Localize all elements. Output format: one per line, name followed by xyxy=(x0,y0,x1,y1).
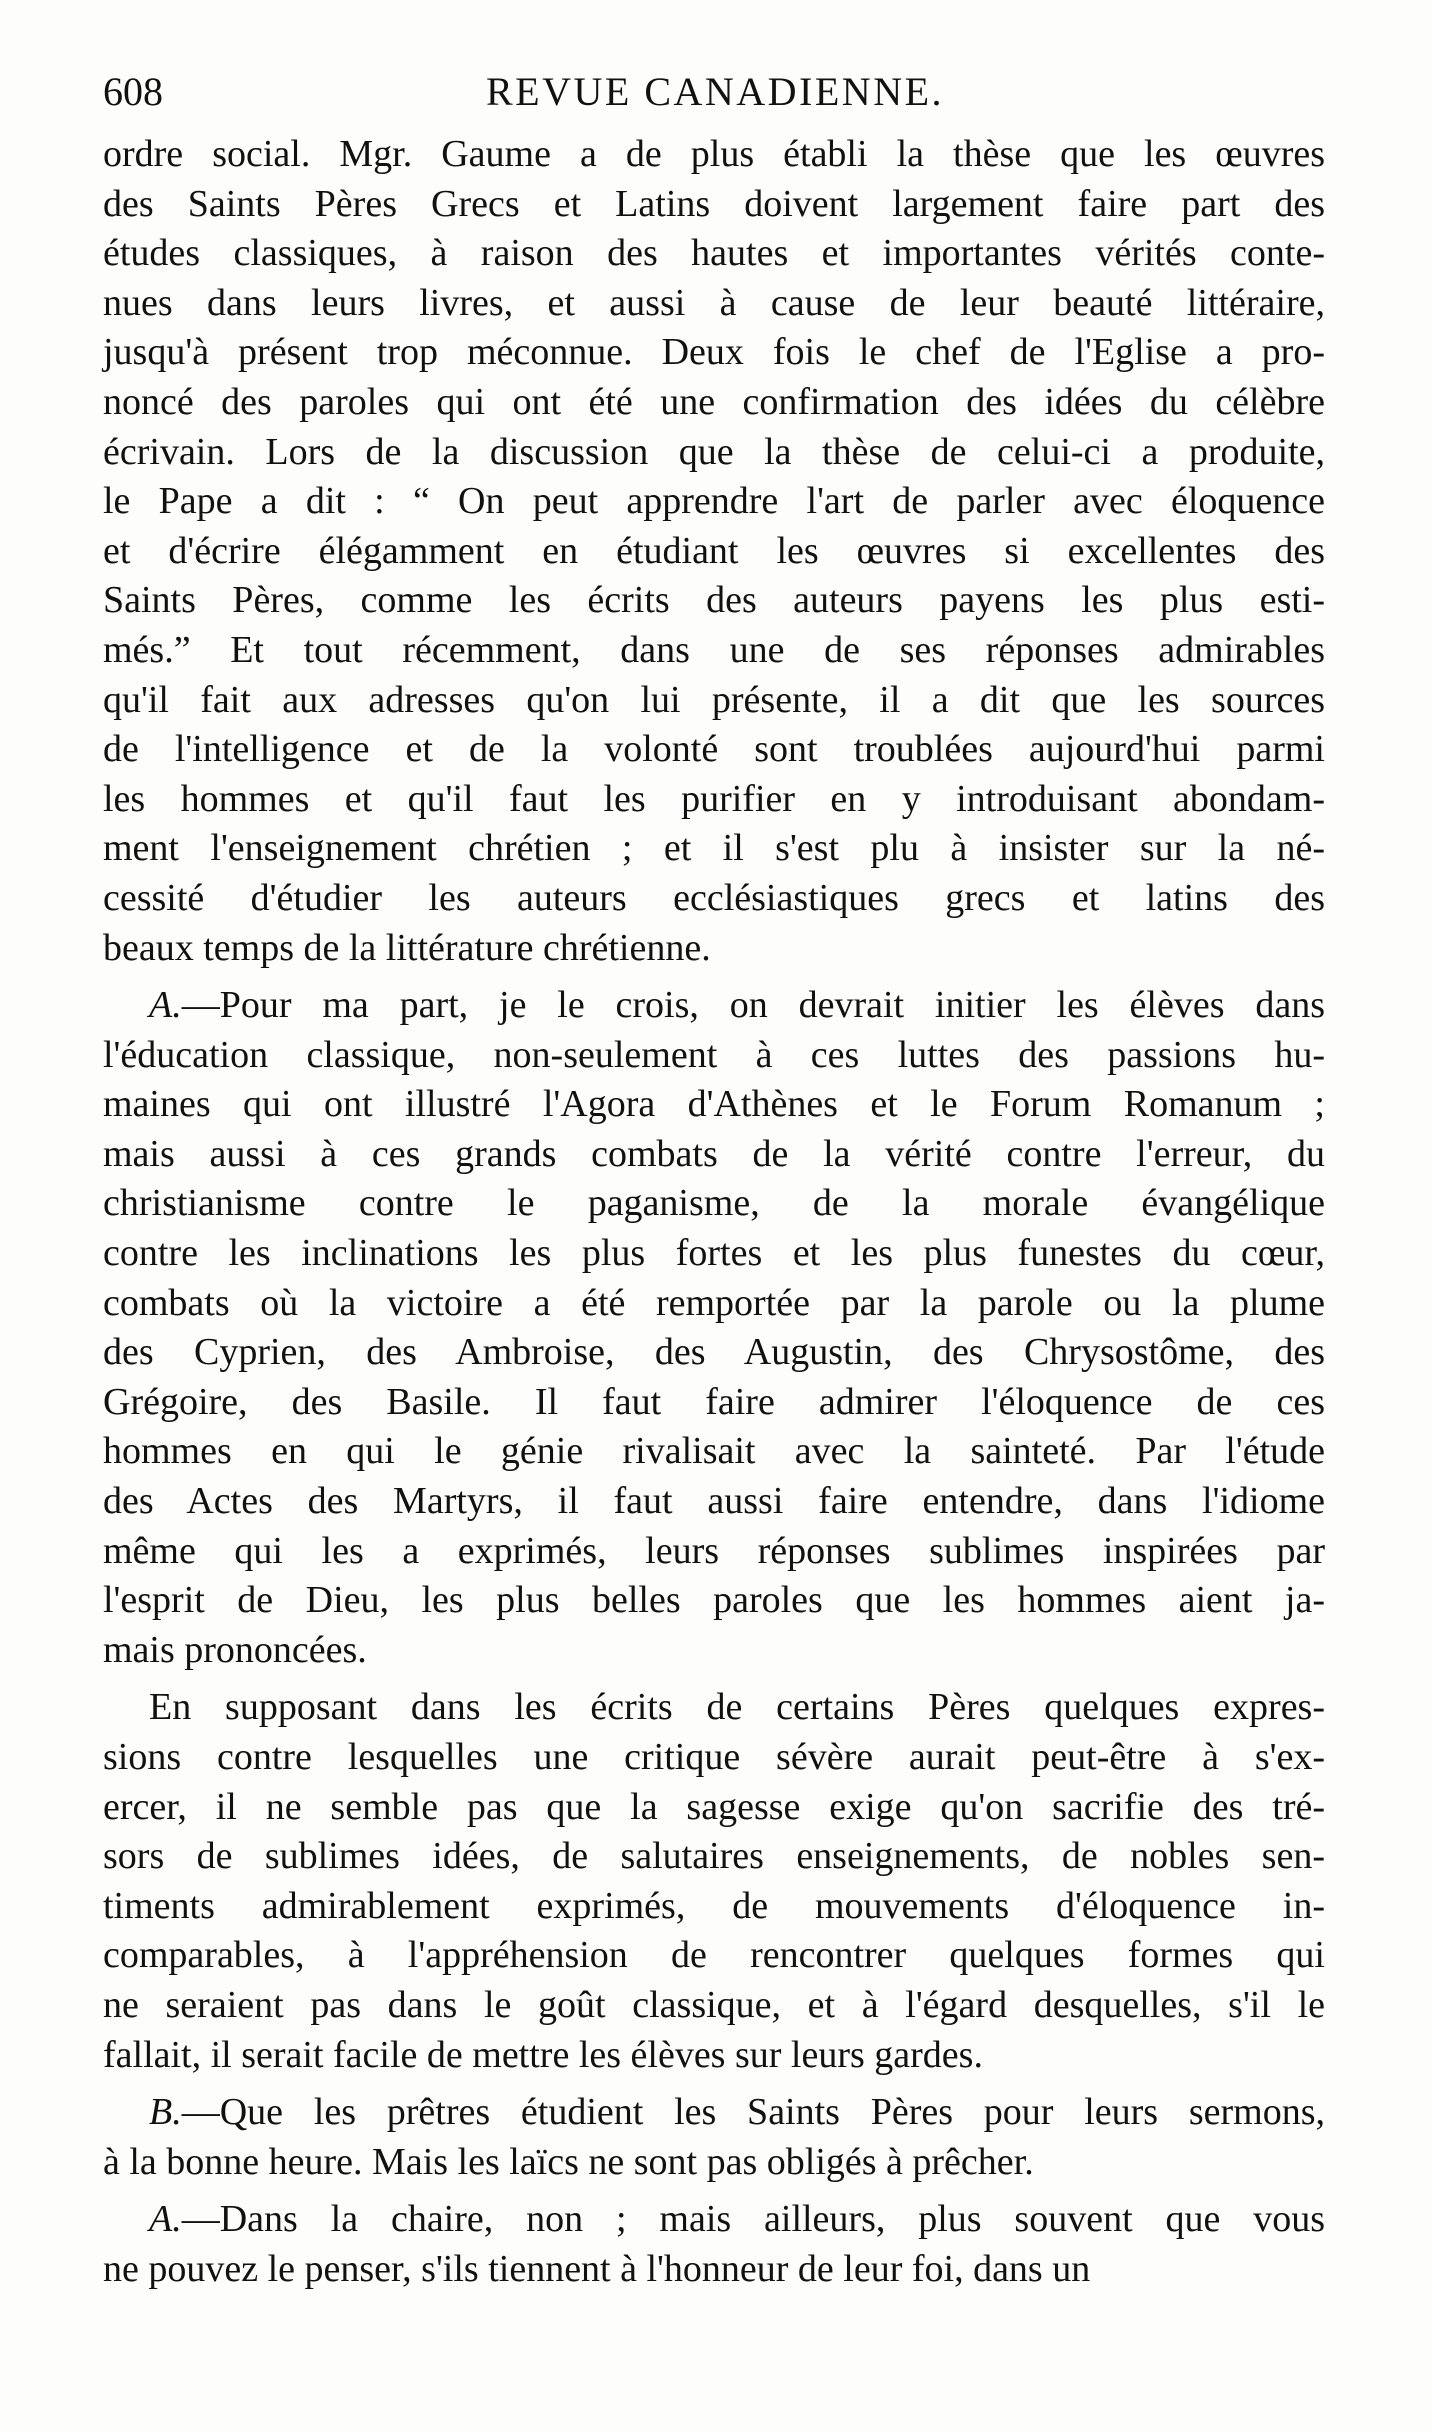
text-line: des Cyprien, des Ambroise, des Augustin, des Chrysostôme, des xyxy=(103,1331,1325,1374)
text-line: timents admirablement exprimés, de mouvements d'éloquence in- xyxy=(103,1884,1325,1927)
body-text xyxy=(103,130,1325,2295)
text-line: Grégoire, des Basile. Il faut faire admirer l'éloquence de ces xyxy=(103,1380,1325,1423)
text-line: mais prononcées. xyxy=(103,1628,367,1671)
paragraph xyxy=(103,1683,1325,2080)
text-line: à la bonne heure. Mais les laïcs ne sont pas obligés à prêcher. xyxy=(103,2140,1034,2183)
text-line: études classiques, à raison des hautes et importantes vérités conte- xyxy=(103,232,1325,275)
paragraph xyxy=(103,2195,1325,2294)
speaker-label: A. xyxy=(149,2198,182,2241)
text-line: des Actes des Martyrs, il faut aussi faire entendre, dans l'idiome xyxy=(103,1480,1325,1523)
speaker-label: B. xyxy=(149,2091,182,2134)
paragraph xyxy=(103,130,1325,973)
text-line: combats où la victoire a été remportée par la parole ou la plume xyxy=(103,1281,1325,1324)
speaker-label: A. xyxy=(149,984,182,1027)
paragraph xyxy=(103,981,1325,1675)
text-line: christianisme contre le paganisme, de la morale évangélique xyxy=(103,1182,1325,1225)
text-line: le Pape a dit : “ On peut apprendre l'art de parler avec éloquence xyxy=(103,480,1325,523)
text-line: més.” Et tout récemment, dans une de ses réponses admirables xyxy=(103,628,1325,671)
text-line: fallait, il serait facile de mettre les élèves sur leurs gardes. xyxy=(103,2033,983,2076)
text-line: mais aussi à ces grands combats de la vérité contre l'erreur, du xyxy=(103,1132,1325,1175)
text-line: et d'écrire élégamment en étudiant les œuvres si excellentes des xyxy=(103,529,1325,572)
text-line: l'esprit de Dieu, les plus belles paroles que les hommes aient ja- xyxy=(103,1579,1325,1622)
text-line: l'éducation classique, non-seulement à ces luttes des passions hu- xyxy=(103,1033,1325,1076)
text-line: les hommes et qu'il faut les purifier en y introduisant abondam- xyxy=(103,777,1325,820)
text-line: B.—Que les prêtres étudient les Saints Pères pour leurs sermons, xyxy=(149,2091,1325,2134)
text-line: A.—Dans la chaire, non ; mais ailleurs, plus souvent que vous xyxy=(149,2198,1325,2241)
text-line: cessité d'étudier les auteurs ecclésiastiques grecs et latins des xyxy=(103,876,1325,919)
text-line: ercer, il ne semble pas que la sagesse exige qu'on sacrifie des tré- xyxy=(103,1785,1325,1828)
text-line: ment l'enseignement chrétien ; et il s'est plu à insister sur la né- xyxy=(103,827,1325,870)
text-line: hommes en qui le génie rivalisait avec la sainteté. Par l'étude xyxy=(103,1430,1325,1473)
text-line: A.—Pour ma part, je le crois, on devrait initier les élèves dans xyxy=(149,984,1325,1027)
page-number: 608 xyxy=(103,69,163,114)
text-line: En supposant dans les écrits de certains Pères quelques expres- xyxy=(149,1686,1325,1729)
text-line: ne pouvez le penser, s'ils tiennent à l'honneur de leur foi, dans un xyxy=(103,2247,1091,2290)
text-line: qu'il fait aux adresses qu'on lui présente, il a dit que les sources xyxy=(103,678,1325,721)
running-title: REVUE CANADIENNE. xyxy=(486,69,945,114)
text-line: contre les inclinations les plus fortes et les plus funestes du cœur, xyxy=(103,1232,1325,1275)
text-line: nues dans leurs livres, et aussi à cause de leur beauté littéraire, xyxy=(103,281,1325,324)
text-line: Saints Pères, comme les écrits des auteurs payens les plus esti- xyxy=(103,579,1325,622)
text-line: jusqu'à présent trop méconnue. Deux fois le chef de l'Eglise a pro- xyxy=(103,331,1325,374)
text-line: de l'intelligence et de la volonté sont troublées aujourd'hui parmi xyxy=(103,728,1325,771)
text-line: sions contre lesquelles une critique sévère aurait peut-être à s'ex- xyxy=(103,1736,1325,1778)
text-line: écrivain. Lors de la discussion que la thèse de celui-ci a produite, xyxy=(103,430,1325,473)
book-page xyxy=(103,60,1325,2400)
text-line: maines qui ont illustré l'Agora d'Athènes et le Forum Romanum ; xyxy=(103,1083,1325,1126)
text-line: même qui les a exprimés, leurs réponses sublimes inspirées par xyxy=(103,1529,1325,1572)
text-line: noncé des paroles qui ont été une confirmation des idées du célèbre xyxy=(103,380,1325,423)
text-line: comparables, à l'appréhension de rencontrer quelques formes qui xyxy=(103,1934,1325,1977)
text-line: beaux temps de la littérature chrétienne. xyxy=(103,926,711,969)
text-line: sors de sublimes idées, de salutaires enseignements, de nobles sen- xyxy=(103,1835,1325,1878)
page-header xyxy=(103,60,1325,130)
text-line: ordre social. Mgr. Gaume a de plus établi la thèse que les œuvres xyxy=(103,133,1325,175)
text-line: ne seraient pas dans le goût classique, et à l'égard desquelles, s'il le xyxy=(103,1983,1325,2026)
paragraph xyxy=(103,2088,1325,2187)
text-line: des Saints Pères Grecs et Latins doivent largement faire part des xyxy=(103,182,1325,225)
